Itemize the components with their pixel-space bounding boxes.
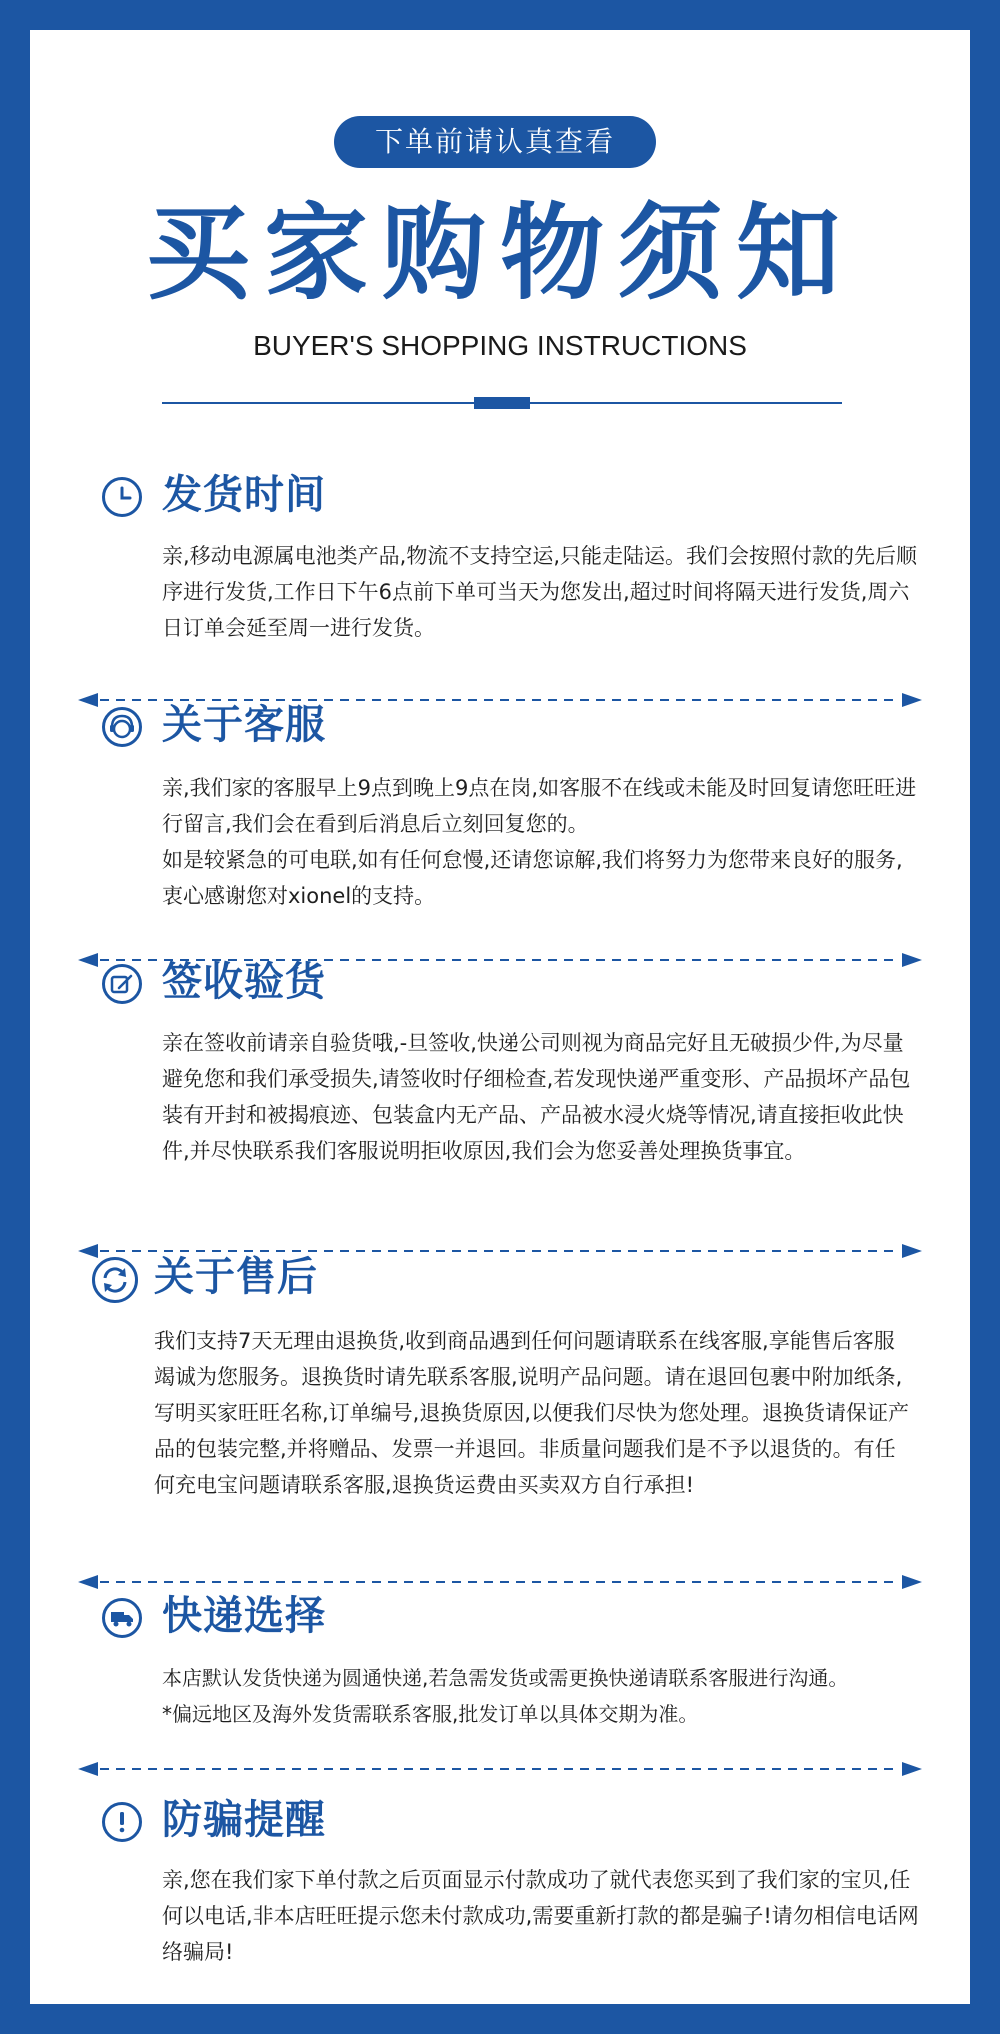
section-title-customer-service: 关于客服 — [162, 702, 326, 748]
section-body-shipping-time — [162, 538, 922, 646]
clock-icon — [102, 477, 142, 517]
section-body-courier — [162, 1660, 962, 1732]
section-body-after-sales — [154, 1323, 914, 1503]
section-divider — [78, 1759, 922, 1779]
page-title: 买家购物须知 — [145, 192, 854, 314]
section-divider — [78, 1572, 922, 1592]
truck-icon — [102, 1598, 142, 1638]
section-body-customer-service — [162, 770, 922, 914]
section-paragraph: *偏远地区及海外发货需联系客服,批发订单以具体交期为准。 — [162, 1702, 699, 1726]
section-paragraph: 亲,您在我们家下单付款之后页面显示付款成功了就代表您买到了我们家的宝贝,任何以电话,非本店旺旺提示您未付款成功,需要重新打款的都是骗子!请勿相信电话网络骗局! — [162, 1868, 919, 1964]
section-title-shipping-time: 发货时间 — [162, 472, 326, 518]
section-paragraph: 亲,移动电源属电池类产品,物流不支持空运,只能走陆运。我们会按照付款的先后顺序进行发货,工作日下午6点前下单可当天为您发出,超过时间将隔天进行发货,周六日订单会延至周一进行发货。 — [162, 544, 918, 640]
section-title-inspection: 签收验货 — [162, 959, 326, 1005]
warning-icon — [102, 1802, 142, 1842]
section-paragraph: 本店默认发货快递为圆通快递,若急需发货或需更换快递请联系客服进行沟通。 — [162, 1666, 849, 1690]
notice-card — [30, 30, 970, 2004]
customer-service-icon — [102, 707, 142, 747]
section-paragraph: 我们支持7天无理由退换货,收到商品遇到任何问题请联系在线客服,享能售后客服竭诚为您服务。退换货时请先联系客服,说明产品问题。请在退回包裹中附加纸条,写明买家旺旺名称,订单编号,退换货原因,以便我们尽快为您处理。退换货请保证产品的包装完整,并将赠品、发票一并退回。非质量问题我们是不予以退货的。有任何充电宝问题请联系客服,退换货运费由买卖双方自行承担! — [154, 1329, 910, 1497]
section-paragraph: 亲在签收前请亲自验货哦,-旦签收,快递公司则视为商品完好且无破损少件,为尽量避免您和我们承受损失,请签收时仔细检查,若发现快递严重变形、产品损坏产品包装有开封和被揭痕迹、包装盒内无产品、产品被水浸火烧等情况,请直接拒收此快件,并尽快联系我们客服说明拒收原因,我们会为您妥善处理换货事宜。 — [162, 1031, 911, 1163]
refresh-icon — [92, 1257, 138, 1303]
section-paragraph: 亲,我们家的客服早上9点到晚上9点在岗,如客服不在线或未能及时回复请您旺旺进行留言,我们会在看到后消息后立刻回复您的。 — [162, 776, 917, 836]
title-divider-accent — [474, 397, 530, 409]
section-body-inspection — [162, 1025, 922, 1169]
page-subtitle: BUYER'S SHOPPING INSTRUCTIONS — [253, 330, 747, 361]
section-paragraph: 如是较紧急的可电联,如有任何怠慢,还请您谅解,我们将努力为您带来良好的服务,衷心感谢您对xionel的支持。 — [162, 848, 903, 908]
section-title-after-sales: 关于售后 — [154, 1254, 318, 1300]
header-pill: 下单前请认真查看 — [334, 116, 656, 168]
section-title-anti-fraud: 防骗提醒 — [162, 1797, 326, 1843]
section-title-courier: 快递选择 — [162, 1593, 326, 1639]
section-body-anti-fraud — [162, 1862, 922, 1970]
sign-icon — [102, 964, 142, 1004]
